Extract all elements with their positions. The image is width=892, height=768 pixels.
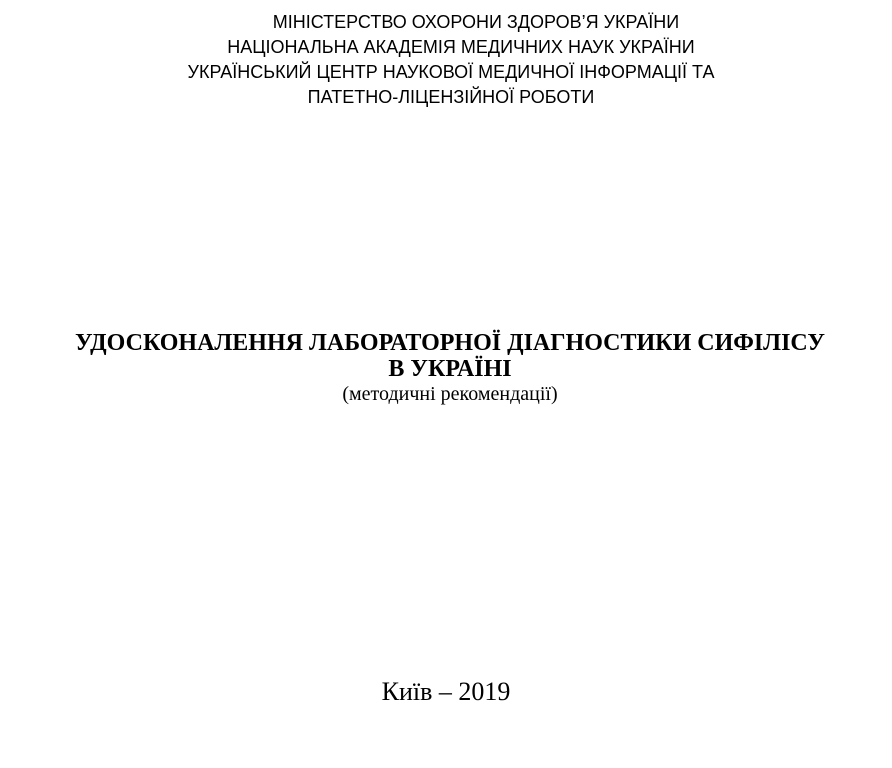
city-year: Київ – 2019	[381, 677, 511, 706]
institution-header	[0, 10, 892, 110]
document-title-line-2: В УКРАЇНІ	[388, 356, 512, 382]
document-title-block	[0, 330, 892, 406]
center-name-line-1: УКРАЇНСЬКИЙ ЦЕНТР НАУКОВОЇ МЕДИЧНОЇ ІНФОРМАЦІЇ ТА	[187, 62, 715, 82]
ministry-name: МІНІСТЕРСТВО ОХОРОНИ ЗДОРОВ’Я УКРАЇНИ	[272, 12, 680, 32]
document-title-line-1: УДОСКОНАЛЕННЯ ЛАБОРАТОРНОЇ ДІАГНОСТИКИ СИФІЛІСУ	[74, 330, 826, 356]
document-subtitle: (методичні рекомендації)	[342, 383, 558, 405]
academy-name: НАЦІОНАЛЬНА АКАДЕМІЯ МЕДИЧНИХ НАУК УКРАЇНИ	[227, 37, 695, 57]
center-name-line-2: ПАТЕТНО-ЛІЦЕНЗІЙНОЇ РОБОТИ	[307, 87, 595, 107]
